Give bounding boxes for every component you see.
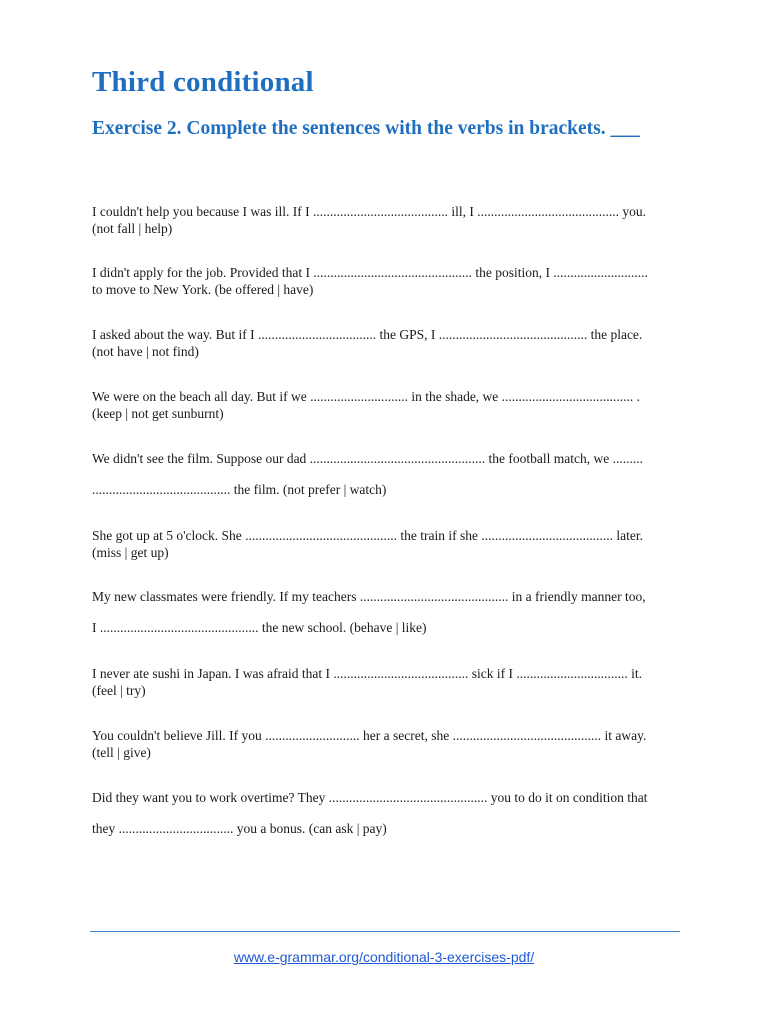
exercise-item xyxy=(92,789,678,837)
sentence-line: You couldn't believe Jill. If you ............................ her a secret, she ............................................ it away. xyxy=(92,728,647,743)
sentence-line-continued: they .................................. you a bonus. (can ask | pay) xyxy=(92,821,387,836)
exercise-item xyxy=(92,450,678,498)
sentence-line: I asked about the way. But if I ................................... the GPS, I ............................................ the place. xyxy=(92,327,643,342)
exercise-item xyxy=(92,326,678,360)
verb-hint-line: (tell | give) xyxy=(92,745,151,760)
sentence-line-continued: I ............................................... the new school. (behave | like) xyxy=(92,620,427,635)
exercise-item xyxy=(92,388,678,422)
exercise-item xyxy=(92,527,678,561)
footer-link[interactable]: www.e-grammar.org/conditional-3-exercises-pdf/ xyxy=(233,949,535,965)
sentence-line: I didn't apply for the job. Provided that I ............................................... the position, I ............................ xyxy=(92,265,648,280)
verb-hint-line: (feel | try) xyxy=(92,683,146,698)
sentence-line: I never ate sushi in Japan. I was afraid that I ........................................ sick if I ................................. it. xyxy=(92,666,643,681)
sentence-line-continued: ......................................... the film. (not prefer | watch) xyxy=(92,482,387,497)
verb-hint-line: (not have | not find) xyxy=(92,344,199,359)
verb-hint-line: (miss | get up) xyxy=(92,545,169,560)
page-title: Third conditional xyxy=(92,66,314,98)
sentence-line: We didn't see the film. Suppose our dad .................................................... the football match, we ......... xyxy=(92,451,644,466)
sentence-line: Did they want you to work overtime? They ............................................... you to do it on condition that xyxy=(92,790,648,805)
verb-hint-line: (not fall | help) xyxy=(92,221,173,236)
verb-hint-line: (keep | not get sunburnt) xyxy=(92,406,224,421)
exercise-item xyxy=(92,665,678,699)
sentence-line: I couldn't help you because I was ill. If I ........................................ ill, I .......................................... you. xyxy=(92,204,646,219)
exercise-item xyxy=(92,203,678,237)
exercise-item xyxy=(92,264,678,298)
footer-divider xyxy=(90,931,680,932)
verb-hint-line: to move to New York. (be offered | have) xyxy=(92,282,314,297)
sentence-line: She got up at 5 o'clock. She ............................................. the train if she ....................................... later. xyxy=(92,528,643,543)
exercise-item xyxy=(92,727,678,761)
sentence-line: My new classmates were friendly. If my teachers ............................................ in a friendly manner too, xyxy=(92,589,646,604)
exercise-heading: Exercise 2. Complete the sentences with the verbs in brackets. ___ xyxy=(92,118,640,139)
sentence-line: We were on the beach all day. But if we ............................. in the shade, we ....................................... . xyxy=(92,389,641,404)
exercise-item xyxy=(92,588,678,636)
